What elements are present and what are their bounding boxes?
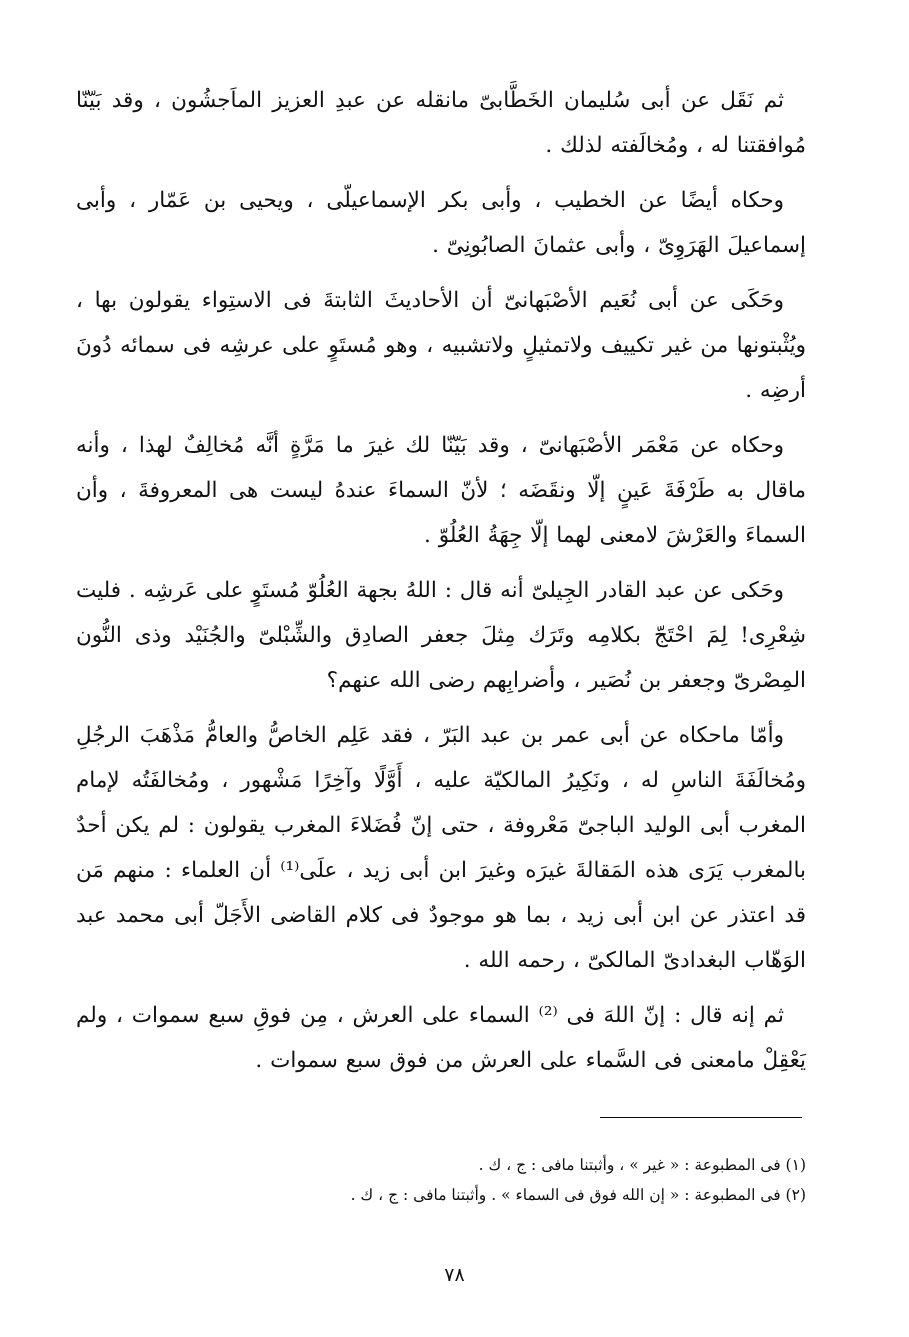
footnote: (٢) فى المطبوعة : « إن الله فوق فى السماء » . وأثبتنا مافى : ج ، ك . bbox=[350, 1186, 806, 1204]
paragraph: وحَكى عن عبد القادر الجِيلىّ أنه قال : اللهُ بجهة العُلُوّ مُستَوٍ على عَرشِه . فليت شِعْرِى! لِمَ احْتَجّ بكلامِه وتَرَك مِثلَ جعفر الصادِق والشِّبْلىّ والجُنَيْد وذى النُّون المِصْرىّ وجعفر بن نُصَير ، وأضرابِهم رضى الله عنهم؟ bbox=[76, 578, 806, 693]
footnote-divider bbox=[600, 1117, 802, 1118]
paragraph: وحَكَى عن أبى نُعَيم الأصْبَهانىّ أن الأحاديثَ الثابتةَ فى الاستِواء يقولون بها ، ويُثْبتونها من غير تكييف ولاتمثيلٍ ولاتشبيه ، وهو مُستَوٍ على عرشِه فى سمائه دُونَ أرضِه . bbox=[76, 288, 806, 403]
paragraph: وحكاه أيضًا عن الخطيب ، وأبى بكر الإسماعيلّى ، ويحيى بن عَمّار ، وأبى إسماعيلَ الهَرَوِىّ ، وأبى عثمانَ الصابُونِىّ . bbox=[76, 188, 806, 258]
paragraph: وأمّا ماحكاه عن أبى عمر بن عبد البَرّ ، فقد عَلِم الخاصُّ والعامُّ مَذْهَبَ الرجُلِ ومُخالَفَةَ الناسِ له ، ونَكِيرُ المالكيّة عليه ، أَوَّلًا وآخِرًا مَشْهور ، ومُخالفَتُه لإمام المغرب أبى الوليد الباجىّ مَعْروفة ، حتى إنّ فُضَلاءَ المغرب يقولون : لم يكن أحدٌ بالمغرب يَرَى هذه المَقالةَ غيرَه وغيرَ ابن أبى زيد ، علَى⁽¹⁾ أن العلماء : منهم مَن قد اعتذر عن ابن أبى زيد ، بما هو موجودٌ فى كلام القاضى الأَجَلّ أبى محمد عبد الوَهّاب البغدادىّ المالكىّ ، رحمه الله . bbox=[76, 723, 806, 973]
page-number: ٧٨ bbox=[444, 1264, 465, 1286]
main-text bbox=[76, 78, 806, 1093]
paragraph: ثم إنه قال : إنّ اللهَ فى ⁽²⁾ السماء على العرش ، مِن فوقِ سبع سموات ، ولم يَعْقِلْ مامعنى فى السَّماء على العرش من فوق سبع سموات . bbox=[76, 1003, 806, 1073]
footnote: (١) فى المطبوعة : « غير » ، وأثبتنا مافى : ج ، ك . bbox=[478, 1156, 806, 1174]
footnotes bbox=[300, 1150, 806, 1210]
paragraph: وحكاه عن مَعْمَر الأصْبَهانىّ ، وقد بَيّنّا لك غيرَ ما مَرَّةٍ أنَّه مُخالِفٌ لهذا ، وأنه ماقال به طَرْفَةَ عَينٍ إلّا ونقَضَه ؛ لأنّ السماءَ عندهُ ليست هى المعروفةَ ، وأن السماءَ والعَرْشَ لامعنى لهما إلّا جِهَةُ العُلُوّ . bbox=[76, 433, 806, 548]
paragraph: ثم نَقَل عن أبى سُليمان الخَطَّابىّ مانقله عن عبدِ العزيز الماَجشُون ، وقد بَيّنّا مُوافقتنا له ، ومُخالَفته لذلك . bbox=[76, 88, 806, 158]
